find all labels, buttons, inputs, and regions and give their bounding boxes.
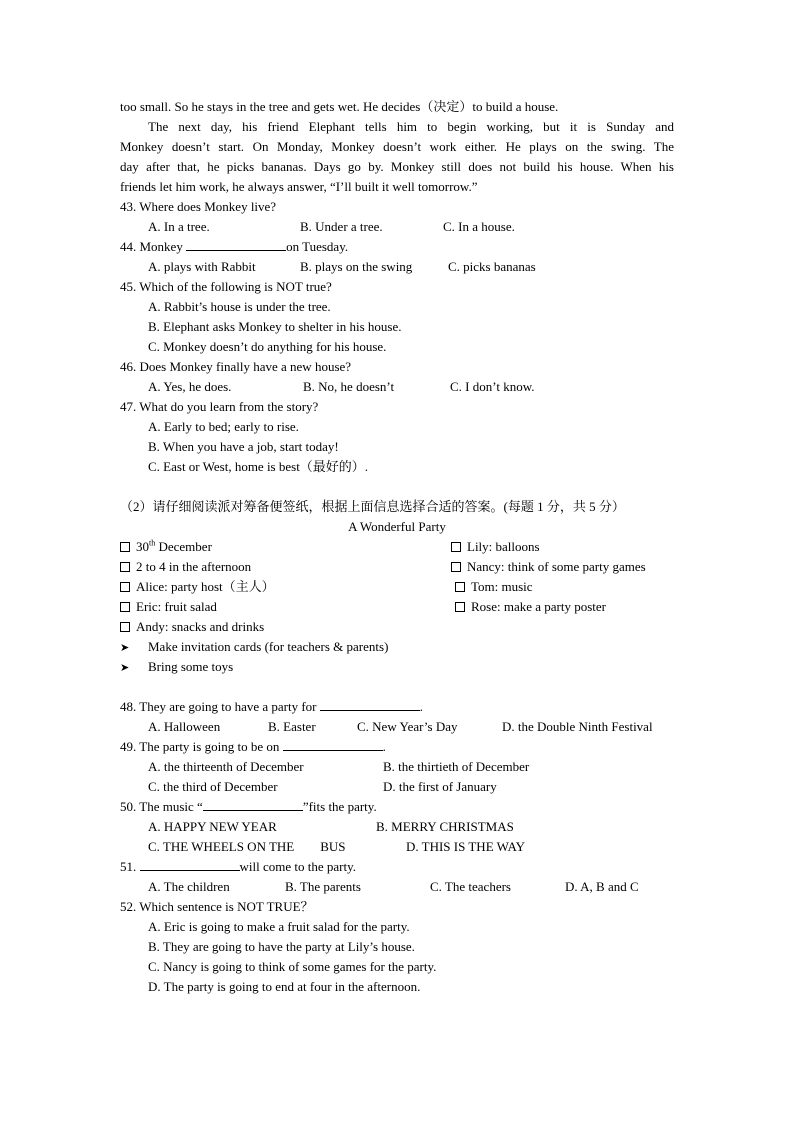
checkbox-icon[interactable] [451,562,461,572]
question-stem [120,237,674,257]
answer-blank[interactable] [320,697,420,711]
note-title: A Wonderful Party [348,519,446,534]
passage-line: friends let him work, he always answer, “I’ll built it well tomorrow.” [120,179,478,194]
stem-text: 51. [120,859,140,874]
option-c[interactable]: C. New Year’s Day [357,719,458,734]
option-a[interactable]: A. plays with Rabbit [148,259,256,274]
note-item [120,597,217,617]
checkbox-icon[interactable] [120,602,130,612]
checkbox-icon[interactable] [120,582,130,592]
option-c[interactable]: C. picks bananas [448,259,536,274]
question-stem: 45. Which of the following is NOT true? [120,279,332,294]
note-text: Nancy: think of some party games [467,559,646,574]
note-text: Make invitation cards (for teachers & parents) [148,639,389,654]
option-c[interactable]: C. I don’t know. [450,379,535,394]
option-b[interactable]: B. They are going to have the party at Lily’s house. [148,939,415,954]
option-d[interactable]: D. THIS IS THE WAY [406,839,526,854]
option-c[interactable]: C. The teachers [430,879,511,894]
note-text: Bring some toys [148,659,234,674]
stem-text: 44. Monkey [120,239,187,254]
question-stem [120,857,674,877]
option-b[interactable]: B. Elephant asks Monkey to shelter in his house. [148,319,402,334]
note-item [120,557,251,577]
arrow-bullet-icon: ➤ [120,642,130,654]
option-b[interactable]: B. plays on the swing [300,259,413,274]
option-a[interactable]: A. the thirteenth of December [148,759,304,774]
note-text: Eric: fruit salad [136,599,217,614]
question-stem: 52. Which sentence is NOT TRUE？ [120,899,314,914]
option-a[interactable]: A. Yes, he does. [148,379,232,394]
note-bullet [120,657,233,678]
option-c[interactable]: C. In a house. [443,219,515,234]
note-text: Rose: make a party poster [471,599,607,614]
answer-blank[interactable] [283,737,383,751]
passage-line: Monkey doesn’t start. On Monday, Monkey doesn’t work either. He plays on the swing. The [120,139,674,154]
option-c[interactable]: C. the third of December [148,779,278,794]
option-b[interactable]: B. Under a tree. [300,219,383,234]
answer-blank[interactable] [140,857,240,871]
arrow-bullet-icon: ➤ [120,662,130,674]
question-stem: 46. Does Monkey finally have a new house? [120,359,352,374]
checkbox-icon[interactable] [120,542,130,552]
question-stem [120,797,674,817]
question-stem: 47. What do you learn from the story? [120,399,319,414]
question-stem [120,697,674,717]
question-stem [120,737,674,757]
option-d[interactable]: D. A, B and C [565,879,639,894]
note-item [120,537,212,557]
stem-text: on Tuesday. [286,239,349,254]
option-a[interactable]: A. Early to bed; early to rise. [148,419,299,434]
option-a[interactable]: A. Halloween [148,719,221,734]
note-item [455,597,606,617]
checkbox-icon[interactable] [120,622,130,632]
option-c[interactable]: C. East or West, home is best（最好的）. [148,459,369,474]
option-d[interactable]: D. The party is going to end at four in the afternoon. [148,979,421,994]
option-c[interactable]: C. THE WHEELS ON THE BUS [148,839,346,854]
note-item [451,557,646,577]
note-text: Andy: snacks and drinks [136,619,265,634]
option-c[interactable]: C. Nancy is going to think of some games for the party. [148,959,437,974]
section-instruction: （2）请仔细阅读派对筹备便签纸，根据上面信息选择合适的答案。(每题 1 分，共 5 分） [120,499,625,514]
note-text: Tom: music [471,579,533,594]
note-text: 2 to 4 in the afternoon [136,559,252,574]
passage-line: day after that, he picks bananas. Days go by. Monkey still does not build his house. When his [120,159,674,174]
note-item [451,537,540,557]
checkbox-icon[interactable] [455,582,465,592]
answer-blank[interactable] [186,237,286,251]
ordinal-suffix: th [149,538,156,548]
option-a[interactable]: A. In a tree. [148,219,210,234]
note-item [120,617,264,637]
option-b[interactable]: B. the thirtieth of December [383,759,530,774]
stem-text: 50. The music “ [120,799,203,814]
option-a[interactable]: A. Rabbit’s house is under the tree. [148,299,331,314]
question-stem: 43. Where does Monkey live? [120,199,277,214]
note-text: Lily: balloons [467,539,540,554]
option-c[interactable]: C. Monkey doesn’t do anything for his house. [148,339,387,354]
note-text: December [155,539,212,554]
note-bullet [120,637,388,658]
option-a[interactable]: A. Eric is going to make a fruit salad for the party. [148,919,410,934]
answer-blank[interactable] [203,797,303,811]
option-b[interactable]: B. Easter [268,719,316,734]
option-b[interactable]: B. No, he doesn’t [303,379,395,394]
option-a[interactable]: A. The children [148,879,230,894]
option-a[interactable]: A. HAPPY NEW YEAR [148,819,277,834]
passage-line: too small. So he stays in the tree and gets wet. He decides（决定）to build a house. [120,99,559,114]
checkbox-icon[interactable] [455,602,465,612]
stem-text: 49. The party is going to be on [120,739,283,754]
option-b[interactable]: B. When you have a job, start today! [148,439,339,454]
note-item [120,577,275,597]
stem-text: 48. They are going to have a party for [120,699,320,714]
option-d[interactable]: D. the Double Ninth Festival [502,719,653,734]
passage-line: The next day, his friend Elephant tells him to begin working, but it is Sunday and [148,119,674,134]
stem-text: . [382,739,386,754]
checkbox-icon[interactable] [451,542,461,552]
stem-text: ”fits the party. [302,799,377,814]
option-b[interactable]: B. MERRY CHRISTMAS [376,819,514,834]
stem-text: will come to the party. [239,859,356,874]
checkbox-icon[interactable] [120,562,130,572]
note-text: Alice: party host（主人） [136,579,275,594]
note-item [455,577,533,597]
stem-text: . [419,699,423,714]
option-b[interactable]: B. The parents [285,879,361,894]
note-text: 30 [136,539,149,554]
option-d[interactable]: D. the first of January [383,779,497,794]
